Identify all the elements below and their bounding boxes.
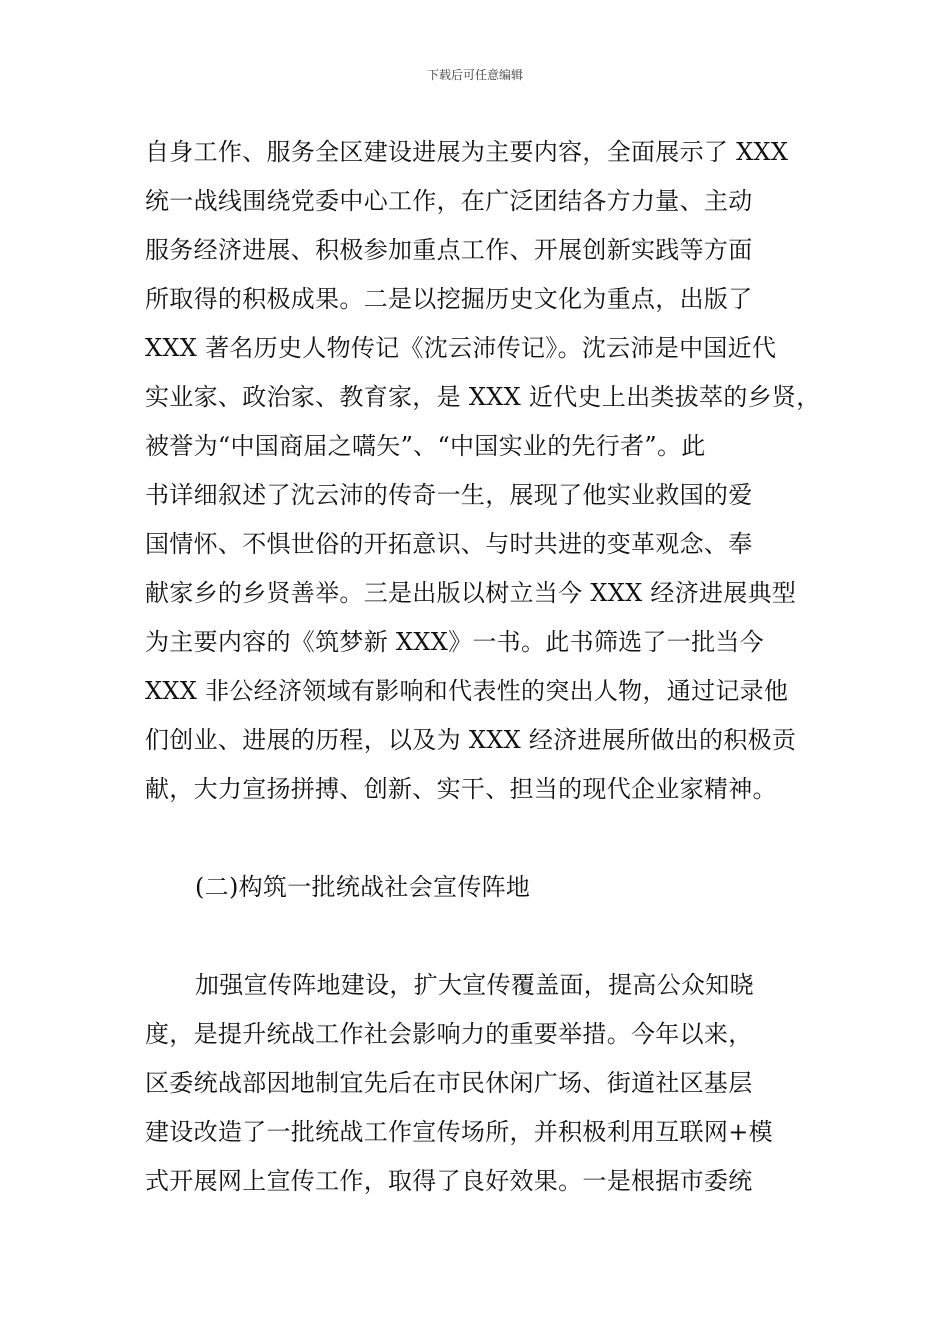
paragraph-line: 度，是提升统战工作社会影响力的重要举措。今年以来，	[145, 1020, 753, 1048]
section-heading: (二)构筑一批统战社会宣传阵地	[195, 873, 531, 901]
paragraph-line: 加强宣传阵地建设，扩大宣传覆盖面，提高公众知晓	[195, 971, 754, 999]
paragraph-spacer	[145, 814, 815, 863]
paragraph-line: 被誉为“中国商届之嚆矢”、“中国实业的先行者”。此	[145, 432, 706, 460]
paragraph-line: 服务经济进展、积极参加重点工作、开展创新实践等方面	[145, 236, 753, 264]
document-body	[145, 128, 821, 1206]
paragraph-line: 建设改造了一批统战工作宣传场所，并积极利用互联网+模	[145, 1118, 773, 1146]
paragraph-line: 为主要内容的《筑梦新 XXX》一书。此书筛选了一批当今	[145, 628, 764, 656]
paragraph-line: XXX 著名历史人物传记《沈云沛传记》。沈云沛是中国近代	[145, 334, 777, 362]
paragraph-spacer	[145, 912, 815, 961]
page-header-note: 下载后可任意编辑	[426, 68, 523, 82]
paragraph-line: 国情怀、不惧世俗的开拓意识、与时共进的变革观念、奉	[145, 530, 753, 558]
paragraph-2	[145, 961, 815, 1206]
paragraph-line: 书详细叙述了沈云沛的传奇一生，展现了他实业救国的爱	[145, 481, 753, 509]
paragraph-line: 献，大力宣扬拼搏、创新、实干、担当的现代企业家精神。	[145, 775, 777, 803]
paragraph-line: 统一战线围绕党委中心工作，在广泛团结各方力量、主动	[145, 187, 753, 215]
paragraph-1	[145, 128, 821, 814]
paragraph-line: 实业家、政治家、教育家，是 XXX 近代史上出类拔萃的乡贤，	[145, 383, 821, 411]
paragraph-line: 式开展网上宣传工作，取得了良好效果。一是根据市委统	[145, 1167, 753, 1195]
paragraph-line: 自身工作、服务全区建设进展为主要内容，全面展示了 XXX	[145, 138, 789, 166]
paragraph-line: 区委统战部因地制宜先后在市民休闲广场、街道社区基层	[145, 1069, 753, 1097]
paragraph-line: 所取得的积极成果。二是以挖掘历史文化为重点，出版了	[145, 285, 753, 313]
paragraph-line: XXX 非公经济领域有影响和代表性的突出人物，通过记录他	[145, 677, 789, 705]
paragraph-line: 献家乡的乡贤善举。三是出版以树立当今 XXX 经济进展典型	[145, 579, 797, 607]
paragraph-line: 们创业、进展的历程，以及为 XXX 经济进展所做出的积极贡	[145, 726, 797, 754]
